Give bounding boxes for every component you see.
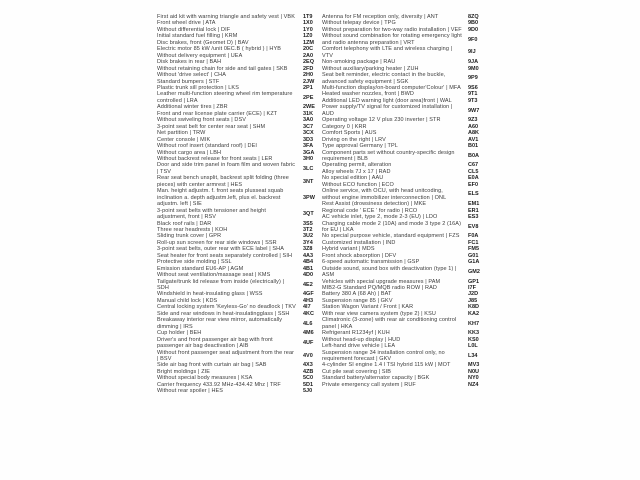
equipment-description: Cut pile seat covering | SIB [322,368,392,375]
equipment-description: Roll-up sun screen for rear side windows | SSR [157,239,277,246]
equipment-code: L0L [468,343,478,350]
equipment-code: 3NT [303,178,314,185]
equipment-description: Breakaway interior rear view mirror, automatically dimming | IRS [157,317,283,330]
equipment-description: MIB2-G Standard PQ/MQB radio ROW | RAD [322,285,437,292]
equipment-code: 2JW [303,78,315,85]
equipment-code: 4B4 [303,259,314,266]
equipment-row [157,91,320,104]
equipment-code: 3A0 [303,117,314,124]
equipment-code: K8D [468,304,480,311]
equipment-row [157,208,320,221]
equipment-code: 2EQ [303,59,315,66]
equipment-row [157,317,320,330]
equipment-description: Component parts set without country-specific design requirement | BLB [322,149,455,162]
equipment-code: NY0 [468,375,479,382]
equipment-description: Alloy wheels 7J x 17 | RAD [322,168,391,175]
equipment-description: Disk brakes in rear | BAH [157,59,222,66]
equipment-code: 4A3 [303,252,314,259]
equipment-description: Front wheel drive | ATA [157,20,216,27]
equipment-description: Customized installation | IND [322,239,396,246]
equipment-description: No special purpose vehicle, standard equipment | FZS [322,233,460,240]
equipment-code: 8ZQ [468,14,479,20]
equipment-description: Hybrid variant | MDS [322,246,375,253]
equipment-description: Without front passenger seat adjustment from the rear | BSV [157,349,295,363]
equipment-description: Without backrest release for front seats | LER [157,155,273,162]
equipment-description: Multi-function display/on-board computer'Colour' | MFA [322,84,461,91]
equipment-code: NZ4 [468,381,479,388]
equipment-description: Driver's and front passenger air bag with front passenger air bag deactivation | AIB [157,336,273,350]
equipment-code: 4L6 [303,320,313,327]
equipment-code: 3H0 [303,155,314,162]
equipment-row [157,350,320,363]
equipment-code: 2H0 [303,72,314,79]
equipment-row [157,175,320,188]
equipment-description: 3-point seat belts with tensioner and height adjustment, front | RSV [157,207,266,221]
equipment-description: Operating permit, alteration [322,162,392,169]
equipment-description: Seat belt reminder, electric contact in the buckle, advanced safety equipment | SGK [322,72,446,85]
equipment-description: Without cargo area | LBH [157,149,222,156]
equipment-code: E0A [468,175,479,182]
equipment-description: Without rear spoiler | HES [157,388,224,395]
equipment-description: Suspension range 85 | GKV [322,297,393,304]
equipment-description: AC vehicle inlet, type 2, mode 2-3 (EU) | LDO [322,214,438,221]
equipment-row [157,162,320,175]
equipment-description: Station Wagon Variant / Front | KAR [322,304,414,311]
equipment-code: 2A0 [303,52,314,59]
equipment-code: 4V0 [303,352,313,359]
equipment-description: Outside sound, sound box with deactivation (type 1) | ASM [322,265,457,279]
equipment-code: 1ZM [303,39,314,46]
equipment-code: 3Z8 [303,246,313,253]
equipment-description: Carrier frequency 433.92 MHz-434.42 Mhz | TRF [157,381,281,388]
equipment-code: J2D [468,291,479,298]
equipment-description: Front shock absorption | DFV [322,252,397,259]
equipment-code: 9IJ [468,49,476,56]
equipment-code: 1Z0 [303,33,313,40]
equipment-description: First aid kit with warning triangle and safety vest | VBK [157,14,295,20]
equipment-code: FC1 [468,239,479,246]
equipment-description: Without ECO function | ECO [322,181,394,188]
equipment-description: Side and rear windows in heat-insulatingglass | SSH [157,310,290,317]
equipment-code: 4M6 [303,330,314,337]
equipment-code: 5C0 [303,375,314,382]
equipment-description: Bright moldings | ZIE [157,368,211,375]
equipment-code: 1T9 [303,14,313,20]
equipment-description: Online service, with OCU, with head unitcoding, without engine immobilizer interconnection | ONL [322,188,447,201]
equipment-row [322,221,485,234]
equipment-description: 3-point seat belt for center rear seat | SHM [157,123,266,130]
equipment-code: 4B1 [303,265,314,272]
equipment-code: 4X3 [303,362,313,369]
equipment-code: EV8 [468,223,479,230]
equipment-code: 3FA [303,143,314,150]
equipment-row [322,150,485,163]
equipment-code: 4UF [303,339,314,346]
equipment-description: Refrigerant R1234yf | KUH [322,330,390,337]
equipment-code: 4E2 [303,281,313,288]
equipment-code: A8K [468,130,480,137]
equipment-description: Suspension range 34 installation control only, no requirement forecast | GKV [322,349,445,363]
equipment-code: 4D0 [303,272,314,279]
equipment-description: No special edition | AAU [322,175,384,182]
equipment-description: 6-speed automatic transmission | GSP [322,259,420,266]
equipment-code: G1A [468,259,480,266]
equipment-code: L34 [468,352,478,359]
equipment-description: Type approval Germany | TPL [322,143,398,150]
equipment-row [322,72,485,85]
equipment-code: MV3 [468,362,480,369]
equipment-code: EM1 [468,201,480,208]
equipment-description: Sliding trunk cover | GPR [157,233,222,240]
equipment-code: FM5 [468,246,479,253]
equipment-description: Protective side molding | SSL [157,259,232,266]
equipment-description: With rear view camera system (type 2) | KSU [322,310,436,317]
equipment-description: Electric motor 85 kW /unit 0EC.B ( hybrid ) | HYB [157,46,282,53]
equipment-code: CL5 [468,168,479,175]
equipment-code: 4KC [303,310,315,317]
equipment-code: 3C7 [303,123,314,130]
equipment-description: Category 0 | KRR [322,123,367,130]
equipment-code: ELS [468,191,479,198]
equipment-code: 9JA [468,59,479,66]
equipment-code: 9T3 [468,97,478,104]
equipment-description: Net partition | TRW [157,130,206,137]
equipment-code-list [157,14,485,395]
equipment-description: Rear seat bench unsplit, backrest split folding (three pieces) with center armrest | HES [157,175,289,188]
equipment-description: Black roof rails | DAR [157,220,212,227]
equipment-description: Without telepay device | TPG [322,20,396,27]
equipment-description: Heated washer nozzles, front | BWD [322,91,414,98]
equipment-code: 1Y0 [303,26,313,33]
equipment-row [322,266,485,279]
equipment-code: 2PE [303,94,314,101]
equipment-code: 2P1 [303,84,313,91]
equipment-row [157,279,320,292]
equipment-code: 4I7 [303,304,311,311]
equipment-code: KK3 [468,330,480,337]
equipment-row [322,317,485,330]
equipment-description: Front and rear license plate carrier (ECE) | KZT [157,110,278,117]
equipment-row [322,188,485,201]
equipment-row [157,188,320,207]
equipment-code: 3Y4 [303,239,313,246]
equipment-description: Without retaining chain for side and tail gates | SKB [157,65,288,72]
equipment-description: Side air bag front with curtain air bag | SAB [157,362,267,369]
equipment-description: Windshield in heat-insulating glass | WSS [157,291,263,298]
equipment-description: Three rear headrests | KOH [157,226,228,233]
equipment-description: Power supply/TV signal for customized installation | AUD [322,104,453,117]
equipment-code: 1X0 [303,20,313,27]
equipment-row [157,388,320,394]
equipment-code: 5J0 [303,388,313,395]
equipment-code: 3LC [303,165,314,172]
equipment-code: 3T2 [303,226,313,233]
equipment-description: Standard bumpers | STF [157,78,220,85]
equipment-description: Regional code ' ECE ' for radio | RCO [322,207,418,214]
equipment-description: Additional winter tires | ZBR [157,104,228,111]
equipment-description: 4-cylinder SI engine 1.4 l TSI hybrid 115 kW | MOT [322,362,451,369]
equipment-description: Man. height adjustm. f. front seats plusseat squab inclination a. depth adjustm.left, plus el. backrest adjustm. left | SIE [157,188,284,208]
equipment-code: B01 [468,143,479,150]
equipment-code: C67 [468,162,479,169]
equipment-description: Non-smoking package | RAU [322,59,396,66]
equipment-code: N0U [468,368,480,375]
equipment-description: Driving on the right | LRV [322,136,386,143]
equipment-code: 9W7 [468,107,480,114]
equipment-code: 9Z3 [468,117,478,124]
equipment-description: Left-hand drive vehicle | LEA [322,343,396,350]
equipment-code: 9B0 [468,20,479,27]
equipment-code: 9D0 [468,26,479,33]
equipment-description: Tailgate/trunk lid release from inside (electrically) | SDH [157,278,285,292]
equipment-description: Emission standard EU6-AP | AGM [157,265,244,272]
equipment-code: 3CX [303,130,314,137]
equipment-description: Without preparation for two-way radio installation | VEF [322,26,462,33]
equipment-code: KS0 [468,336,479,343]
equipment-code: 9T1 [468,91,478,98]
equipment-code: 9P9 [468,75,478,82]
equipment-code: G01 [468,252,479,259]
equipment-column-left [157,14,320,395]
equipment-description: Additional LED warning light (door area)front | WAL [322,97,452,104]
equipment-code: 4GF [303,291,314,298]
equipment-description: Cup holder | BEH [157,330,202,337]
equipment-description: Without sound combination for rotating emergency light and radio antenna preparation | VRT [322,33,462,46]
equipment-code: 3PW [303,194,315,201]
equipment-description: Without swiveling front seats | DSV [157,117,246,124]
equipment-column-right [322,14,485,395]
equipment-description: Initial standard fuel filling | KRM [157,33,238,40]
equipment-description: Without delivery equipment | UEA [157,52,243,59]
equipment-description: Without auxiliary/parking heater | ZUH [322,65,419,72]
equipment-code: A60 [468,123,479,130]
equipment-code: 3QT [303,210,314,217]
equipment-code: 2WE [303,104,315,111]
equipment-description: Vehicles with special upgrade measures | PAM [322,278,441,285]
equipment-code: KA2 [468,310,480,317]
equipment-description: Center console | MIK [157,136,211,143]
equipment-code: I7F [468,285,476,292]
equipment-code: 3S5 [303,220,313,227]
equipment-description: Central locking system 'Keyless-Go' no deadlock | TKV [157,304,296,311]
equipment-code: 3U2 [303,233,314,240]
equipment-description: Without seat ventilation/massage seat | KMS [157,272,271,279]
equipment-description: Operating voltage 12 V plus 230 inverter | STR [322,117,441,124]
equipment-code: ES3 [468,214,479,221]
equipment-description: Antenna for FM reception only, diversity | ANT [322,14,439,20]
equipment-description: Without head-up display | HUD [322,336,401,343]
equipment-row [157,337,320,350]
equipment-code: J85 [468,297,478,304]
equipment-code: KH7 [468,320,480,327]
equipment-code: AV1 [468,136,479,143]
equipment-code: 3D3 [303,136,314,143]
equipment-code: F0A [468,233,479,240]
equipment-description: Battery 380 A (68 Ah) | BAT [322,291,392,298]
equipment-description: Without differential lock | DIF [157,26,231,33]
equipment-code: 4ZB [303,368,314,375]
equipment-description: Without roof insert (standard roof) | DEI [157,143,257,150]
equipment-description: Standard battery/alternator capacity | BGK [322,375,430,382]
equipment-description: 3-point seat belts, outer rear with ECE label | SHA [157,246,284,253]
equipment-description: Private emergency call system | RUF [322,381,416,388]
equipment-row [322,350,485,363]
equipment-code: B0A [468,152,480,159]
equipment-description: Comfort telephony with LTE and wireless charging | VTV [322,46,453,59]
equipment-code: 5D1 [303,381,314,388]
equipment-code: 9F0 [468,36,478,43]
equipment-code: 3GA [303,149,315,156]
equipment-code: GP1 [468,278,480,285]
equipment-code: 9M0 [468,65,479,72]
equipment-description: Plastic trunk sill protection | LKS [157,84,239,91]
equipment-description: Charging cable mode 2 (10A) and mode 3 type 2 (16A) for EU | LKA [322,220,462,233]
equipment-row [322,104,485,117]
equipment-description: Without 'drive select' | CHA [157,72,226,79]
equipment-row [322,382,485,388]
equipment-row [322,46,485,59]
equipment-code: EF0 [468,181,479,188]
equipment-code: GM2 [468,268,480,275]
equipment-code: 9S6 [468,84,478,91]
equipment-description: Door and side trim panel in foam film and woven fabric | TSV [157,162,296,175]
equipment-code: 20C [303,46,314,53]
equipment-description: Climatronic (3-zone) with rear air conditioning control panel | HKA [322,317,457,330]
equipment-description: Rest Assist (drowsiness detection) | MKE [322,201,427,208]
equipment-description: Seat heater for front seats separately controlled | SIH [157,252,293,259]
equipment-description: Leather multi-function steering wheel rim temperature controlled | LRA [157,91,293,104]
equipment-code: 31K [303,110,314,117]
equipment-description: Without special body measures | KSA [157,375,253,382]
equipment-code: 2FD [303,65,314,72]
equipment-row [322,33,485,46]
equipment-code: ER1 [468,207,479,214]
equipment-code: 4H3 [303,297,314,304]
equipment-description: Disc brakes, front (Geomet D) | BAV [157,39,249,46]
equipment-description: Manual child lock | KDS [157,297,218,304]
equipment-description: Comfort Sports | AUS [322,130,377,137]
